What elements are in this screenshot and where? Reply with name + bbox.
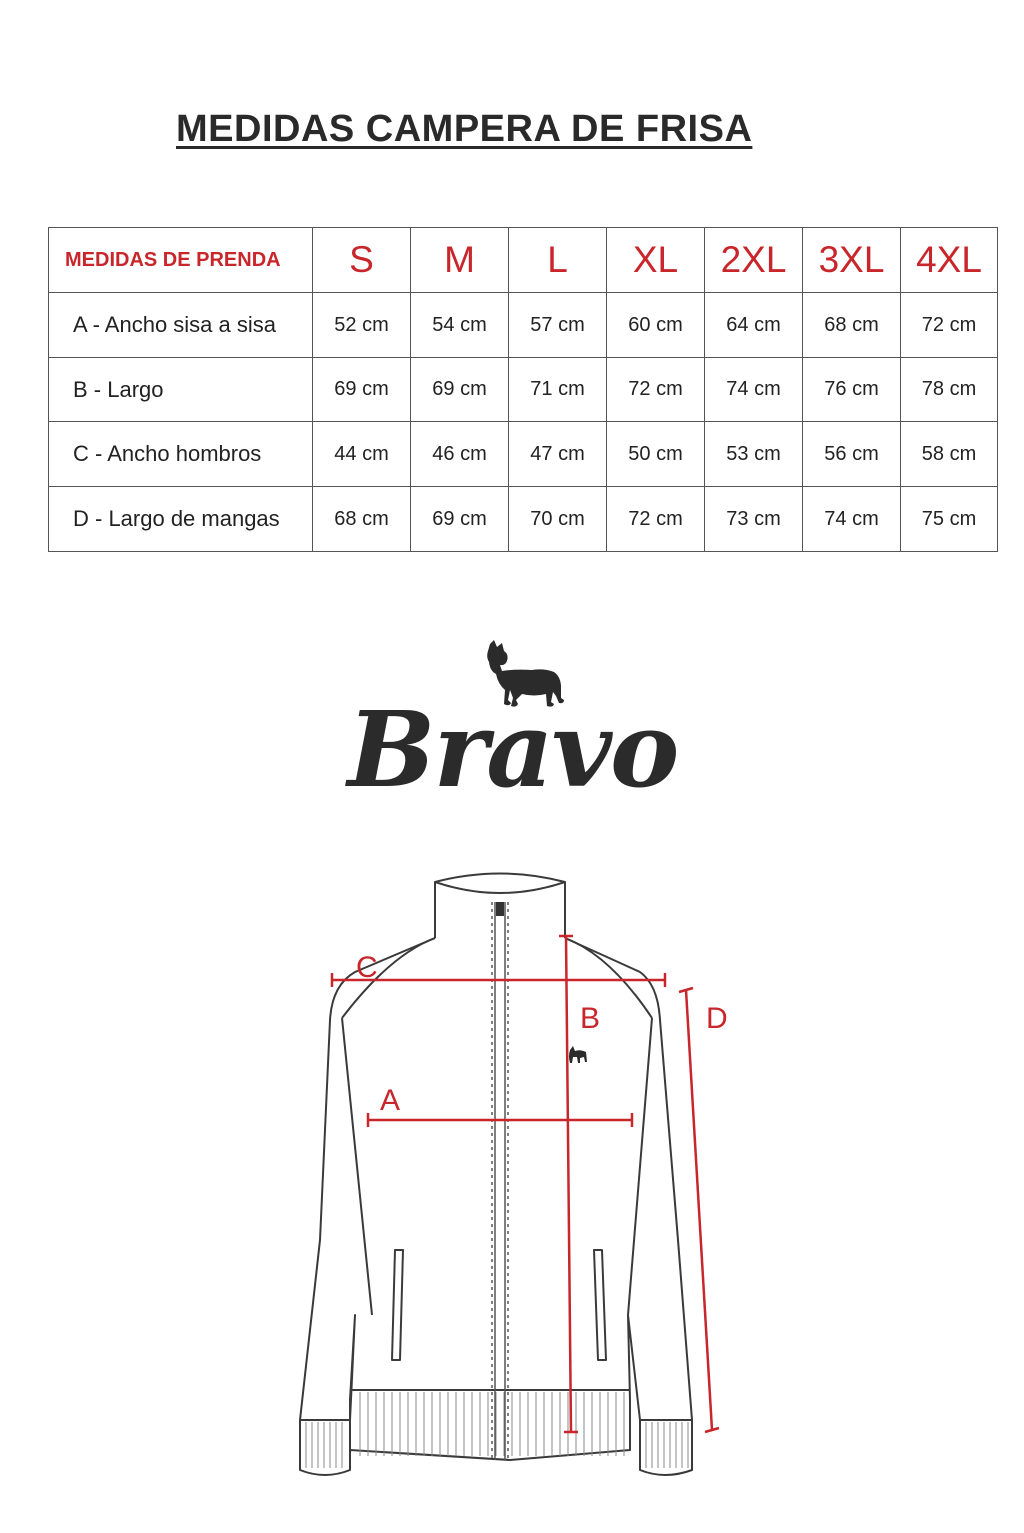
size-chart-table [48, 227, 998, 552]
header-label: MEDIDAS DE PRENDA [49, 228, 313, 293]
table-cell: 44 cm [313, 422, 411, 487]
table-cell: 73 cm [705, 487, 803, 552]
right-raglan-seam [565, 938, 652, 1018]
table-cell: 54 cm [411, 293, 509, 358]
table-cell: 76 cm [803, 358, 901, 422]
measure-b-label: B [580, 1002, 601, 1035]
table-cell: 46 cm [411, 422, 509, 487]
measure-b-line [566, 936, 571, 1432]
measure-c-label: C [356, 951, 378, 984]
row-label: C - Ancho hombros [49, 422, 313, 487]
size-header: M [411, 228, 509, 293]
jacket-diagram [280, 860, 750, 1500]
table-cell: 56 cm [803, 422, 901, 487]
table-cell: 75 cm [901, 487, 998, 552]
table-cell: 71 cm [509, 358, 607, 422]
table-cell: 72 cm [607, 358, 705, 422]
right-sleeve-inner [628, 1018, 652, 1315]
table-header-row [49, 228, 998, 293]
table-cell: 69 cm [313, 358, 411, 422]
table-cell: 69 cm [411, 358, 509, 422]
table-cell: 52 cm [313, 293, 411, 358]
page-title: MEDIDAS CAMPERA DE FRISA [176, 108, 753, 150]
brand-logo [340, 640, 685, 810]
table-cell: 57 cm [509, 293, 607, 358]
table-cell: 69 cm [411, 487, 509, 552]
size-header: 2XL [705, 228, 803, 293]
row-label: A - Ancho sisa a sisa [49, 293, 313, 358]
size-header: 3XL [803, 228, 901, 293]
table-cell: 47 cm [509, 422, 607, 487]
table-cell: 58 cm [901, 422, 998, 487]
measurement-lines [332, 936, 719, 1432]
table-cell: 78 cm [901, 358, 998, 422]
table-cell: 72 cm [607, 487, 705, 552]
row-label: D - Largo de mangas [49, 487, 313, 552]
table-cell: 68 cm [803, 293, 901, 358]
chest-logo [569, 1046, 587, 1063]
size-header: 4XL [901, 228, 998, 293]
collar-fold [435, 882, 565, 893]
size-header: L [509, 228, 607, 293]
table-row [49, 293, 998, 358]
table-row [49, 422, 998, 487]
table-cell: 74 cm [803, 487, 901, 552]
table-cell: 50 cm [607, 422, 705, 487]
table-row [49, 487, 998, 552]
size-header: XL [607, 228, 705, 293]
size-header: S [313, 228, 411, 293]
left-pocket [392, 1250, 403, 1360]
table-cell: 53 cm [705, 422, 803, 487]
left-sleeve-inner [342, 1018, 372, 1315]
measure-a-label: A [380, 1084, 401, 1117]
table-cell: 68 cm [313, 487, 411, 552]
table-cell: 64 cm [705, 293, 803, 358]
brand-wordmark: Bravo [347, 688, 678, 811]
table-cell: 70 cm [509, 487, 607, 552]
table-cell: 72 cm [901, 293, 998, 358]
right-pocket [594, 1250, 606, 1360]
table-row [49, 358, 998, 422]
zipper [492, 902, 508, 1460]
measure-d-label: D [706, 1002, 728, 1035]
table-cell: 60 cm [607, 293, 705, 358]
measure-d-line [686, 990, 712, 1430]
row-label: B - Largo [49, 358, 313, 422]
table-cell: 74 cm [705, 358, 803, 422]
